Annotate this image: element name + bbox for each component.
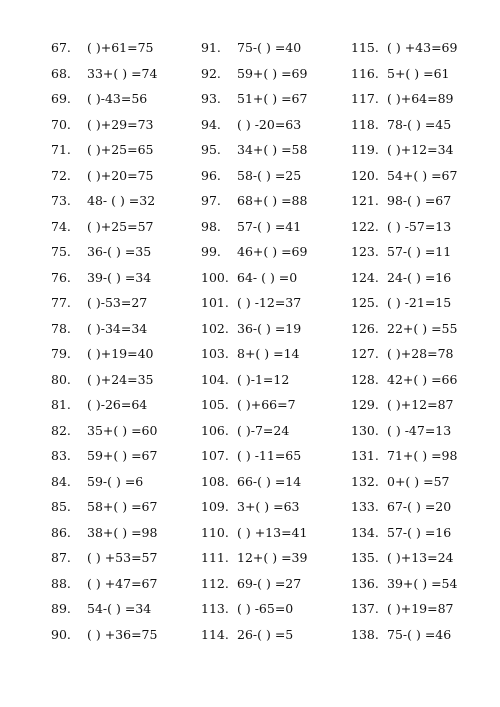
problem-number: 85. [51,499,71,514]
problem-equation: 69-( ) =27 [237,575,302,591]
problem-equation: 67-( ) =20 [387,499,452,514]
problem-equation: ( )+64=89 [387,91,454,106]
problem-row [51,548,157,574]
problem-row [51,599,157,625]
problem-equation: 58+( ) =67 [87,499,158,514]
problem-row [201,370,307,396]
problem-row [51,268,157,294]
problem-equation: 71+( ) =98 [387,448,458,463]
problem-number: 110. [201,524,229,540]
problem-equation: 59+( ) =67 [87,448,158,463]
problem-equation: 59+( ) =69 [237,65,308,81]
problem-number: 129. [351,397,379,412]
problem-number: 93. [201,91,221,106]
problem-number: 102. [201,320,229,336]
problem-row [351,293,457,319]
problem-row [51,293,157,319]
problem-equation: ( )-34=34 [87,320,148,336]
problem-number: 138. [351,626,379,642]
problem-number: 130. [351,422,379,438]
problem-equation: ( )+13=24 [387,550,454,565]
problem-number: 98. [201,218,221,234]
problem-number: 117. [351,91,379,106]
problem-row [51,497,157,523]
problem-number: 124. [351,269,379,285]
problem-row [201,395,307,421]
problem-number: 99. [201,244,221,259]
problem-row [51,370,157,396]
problem-number: 84. [51,473,71,489]
problem-number: 94. [201,116,221,132]
problem-equation: ( ) -20=63 [237,116,302,132]
problem-equation: ( )-43=56 [87,91,148,106]
problem-number: 80. [51,371,71,387]
problem-number: 133. [351,499,379,514]
problem-equation: 8+( ) =14 [237,346,300,361]
problem-number: 134. [351,524,379,540]
problem-number: 136. [351,575,379,591]
problem-equation: ( ) -57=13 [387,218,452,234]
problem-row [51,140,157,166]
problem-number: 119. [351,142,379,157]
problem-row [351,497,457,523]
problem-row [351,370,457,396]
problem-equation: 66-( ) =14 [237,473,302,489]
problem-number: 126. [351,320,379,336]
problem-number: 81. [51,397,71,412]
problem-equation: 98-( ) =67 [387,193,452,208]
problem-row [351,217,457,243]
problem-equation: 39-( ) =34 [87,269,152,285]
problem-equation: ( ) -21=15 [387,295,452,310]
problem-equation: ( )-53=27 [87,295,148,310]
problem-equation: ( ) +43=69 [387,40,458,55]
problem-equation: 48- ( ) =32 [87,193,156,208]
problem-equation: 26-( ) =5 [237,626,294,642]
problem-row [201,89,307,115]
problem-equation: ( )+28=78 [387,346,454,361]
problem-row [201,523,307,549]
problem-row [201,268,307,294]
problem-equation: ( )+29=73 [87,116,154,132]
problem-row [51,523,157,549]
problem-equation: 24-( ) =16 [387,269,452,285]
problem-equation: 42+( ) =66 [387,371,458,387]
problem-equation: ( )+12=87 [387,397,454,412]
problem-row [51,217,157,243]
problem-number: 104. [201,371,229,387]
problem-row [351,599,457,625]
problem-equation: ( )+25=65 [87,142,154,157]
problem-equation: ( ) -12=37 [237,295,302,310]
problem-equation: ( ) +53=57 [87,550,158,565]
problem-equation: 36-( ) =19 [237,320,302,336]
problem-equation: ( )-7=24 [237,422,290,438]
problem-row [201,599,307,625]
problem-row [351,395,457,421]
problem-row [201,548,307,574]
problem-equation: ( )+61=75 [87,40,154,55]
problem-equation: 58-( ) =25 [237,167,302,183]
problem-column [201,38,307,650]
problem-number: 135. [351,550,379,565]
problem-number: 103. [201,346,229,361]
problem-row [51,191,157,217]
problem-row [201,38,307,64]
problem-equation: ( )+25=57 [87,218,154,234]
problem-number: 76. [51,269,71,285]
problem-number: 127. [351,346,379,361]
problem-number: 67. [51,40,71,55]
problem-number: 71. [51,142,71,157]
problem-number: 90. [51,626,71,642]
problem-row [51,574,157,600]
problem-row [201,497,307,523]
problem-row [351,472,457,498]
problem-equation: 75-( ) =40 [237,40,302,55]
problem-equation: ( ) +13=41 [237,524,308,540]
problem-row [201,421,307,447]
problem-row [201,446,307,472]
problem-row [51,166,157,192]
problem-equation: 0+( ) =57 [387,473,450,489]
problem-number: 83. [51,448,71,463]
problem-number: 108. [201,473,229,489]
problem-row [201,625,307,651]
problem-number: 116. [351,65,379,81]
problem-row [51,395,157,421]
problem-equation: ( )+19=87 [387,601,454,616]
problem-number: 78. [51,320,71,336]
problem-number: 131. [351,448,379,463]
problem-equation: 12+( ) =39 [237,550,308,565]
problem-row [201,319,307,345]
problem-equation: ( )+19=40 [87,346,154,361]
problem-row [351,574,457,600]
problem-equation: 38+( ) =98 [87,524,158,540]
problem-number: 70. [51,116,71,132]
problem-row [351,115,457,141]
problem-number: 137. [351,601,379,616]
problem-equation: ( ) -11=65 [237,448,302,463]
problem-row [51,472,157,498]
problem-equation: ( ) +36=75 [87,626,158,642]
problem-number: 120. [351,167,379,183]
problem-number: 121. [351,193,379,208]
problem-number: 115. [351,40,379,55]
problem-number: 87. [51,550,71,565]
problem-equation: 33+( ) =74 [87,65,158,81]
problem-number: 69. [51,91,71,106]
problem-equation: ( )+24=35 [87,371,154,387]
problem-row [201,242,307,268]
problem-number: 100. [201,269,229,285]
problem-equation: 54+( ) =67 [387,167,458,183]
problem-equation: 22+( ) =55 [387,320,458,336]
problem-equation: 64- ( ) =0 [237,269,298,285]
problem-row [201,191,307,217]
problem-row [51,344,157,370]
problem-row [201,140,307,166]
problem-equation: 39+( ) =54 [387,575,458,591]
problem-row [351,268,457,294]
problem-equation: ( )+66=7 [237,397,296,412]
problem-number: 86. [51,524,71,540]
problem-equation: 35+( ) =60 [87,422,158,438]
problem-number: 107. [201,448,229,463]
problem-row [351,523,457,549]
problem-row [351,344,457,370]
problem-number: 123. [351,244,379,259]
problem-equation: ( )-26=64 [87,397,148,412]
problem-equation: 34+( ) =58 [237,142,308,157]
problem-number: 74. [51,218,71,234]
problem-equation: 59-( ) =6 [87,473,144,489]
problem-row [351,191,457,217]
problem-row [51,319,157,345]
problem-number: 92. [201,65,221,81]
problem-equation: 51+( ) =67 [237,91,308,106]
problem-equation: ( )+20=75 [87,167,154,183]
problem-equation: ( )-1=12 [237,371,290,387]
problem-row [351,166,457,192]
problem-row [201,64,307,90]
problem-equation: 54-( ) =34 [87,601,152,616]
problem-equation: ( ) -65=0 [237,601,294,616]
problem-row [201,344,307,370]
problem-number: 132. [351,473,379,489]
problem-equation: 57-( ) =11 [387,244,452,259]
problem-column [51,38,157,650]
problem-equation: 57-( ) =16 [387,524,452,540]
problem-equation: 5+( ) =61 [387,65,450,81]
problem-row [51,421,157,447]
problem-number: 91. [201,40,221,55]
problem-number: 68. [51,65,71,81]
problem-number: 106. [201,422,229,438]
problem-number: 77. [51,295,71,310]
problem-number: 112. [201,575,229,591]
problem-number: 105. [201,397,229,412]
problem-row [51,446,157,472]
problem-number: 73. [51,193,71,208]
problem-row [351,446,457,472]
problem-equation: 3+( ) =63 [237,499,300,514]
problem-number: 125. [351,295,379,310]
problem-equation: 36-( ) =35 [87,244,152,259]
problem-row [201,166,307,192]
problem-row [51,625,157,651]
problem-row [51,89,157,115]
problem-row [351,625,457,651]
problem-row [351,64,457,90]
problem-equation: 68+( ) =88 [237,193,308,208]
problem-number: 89. [51,601,71,616]
problem-number: 113. [201,601,229,616]
problem-number: 75. [51,244,71,259]
problem-row [201,115,307,141]
problem-equation: 78-( ) =45 [387,116,452,132]
problem-row [351,548,457,574]
problem-number: 97. [201,193,221,208]
problem-row [351,89,457,115]
problem-equation: 75-( ) =46 [387,626,452,642]
problem-number: 109. [201,499,229,514]
problem-number: 122. [351,218,379,234]
problem-number: 118. [351,116,379,132]
problem-number: 128. [351,371,379,387]
problem-row [51,38,157,64]
problem-row [51,115,157,141]
problem-row [201,293,307,319]
problem-number: 111. [201,550,229,565]
problem-number: 114. [201,626,229,642]
problem-row [51,64,157,90]
problem-row [351,242,457,268]
problem-row [351,140,457,166]
problem-row [201,574,307,600]
problem-column [351,38,457,650]
problem-row [351,319,457,345]
problem-equation: 57-( ) =41 [237,218,302,234]
problem-row [351,421,457,447]
problem-row [201,472,307,498]
problem-number: 72. [51,167,71,183]
problem-row [51,242,157,268]
problem-number: 101. [201,295,229,310]
problem-row [201,217,307,243]
problem-row [351,38,457,64]
problem-equation: ( ) -47=13 [387,422,452,438]
problem-equation: ( )+12=34 [387,142,454,157]
problem-equation: 46+( ) =69 [237,244,308,259]
problem-equation: ( ) +47=67 [87,575,158,591]
problem-number: 79. [51,346,71,361]
problem-number: 82. [51,422,71,438]
problem-number: 96. [201,167,221,183]
problem-number: 88. [51,575,71,591]
problem-number: 95. [201,142,221,157]
